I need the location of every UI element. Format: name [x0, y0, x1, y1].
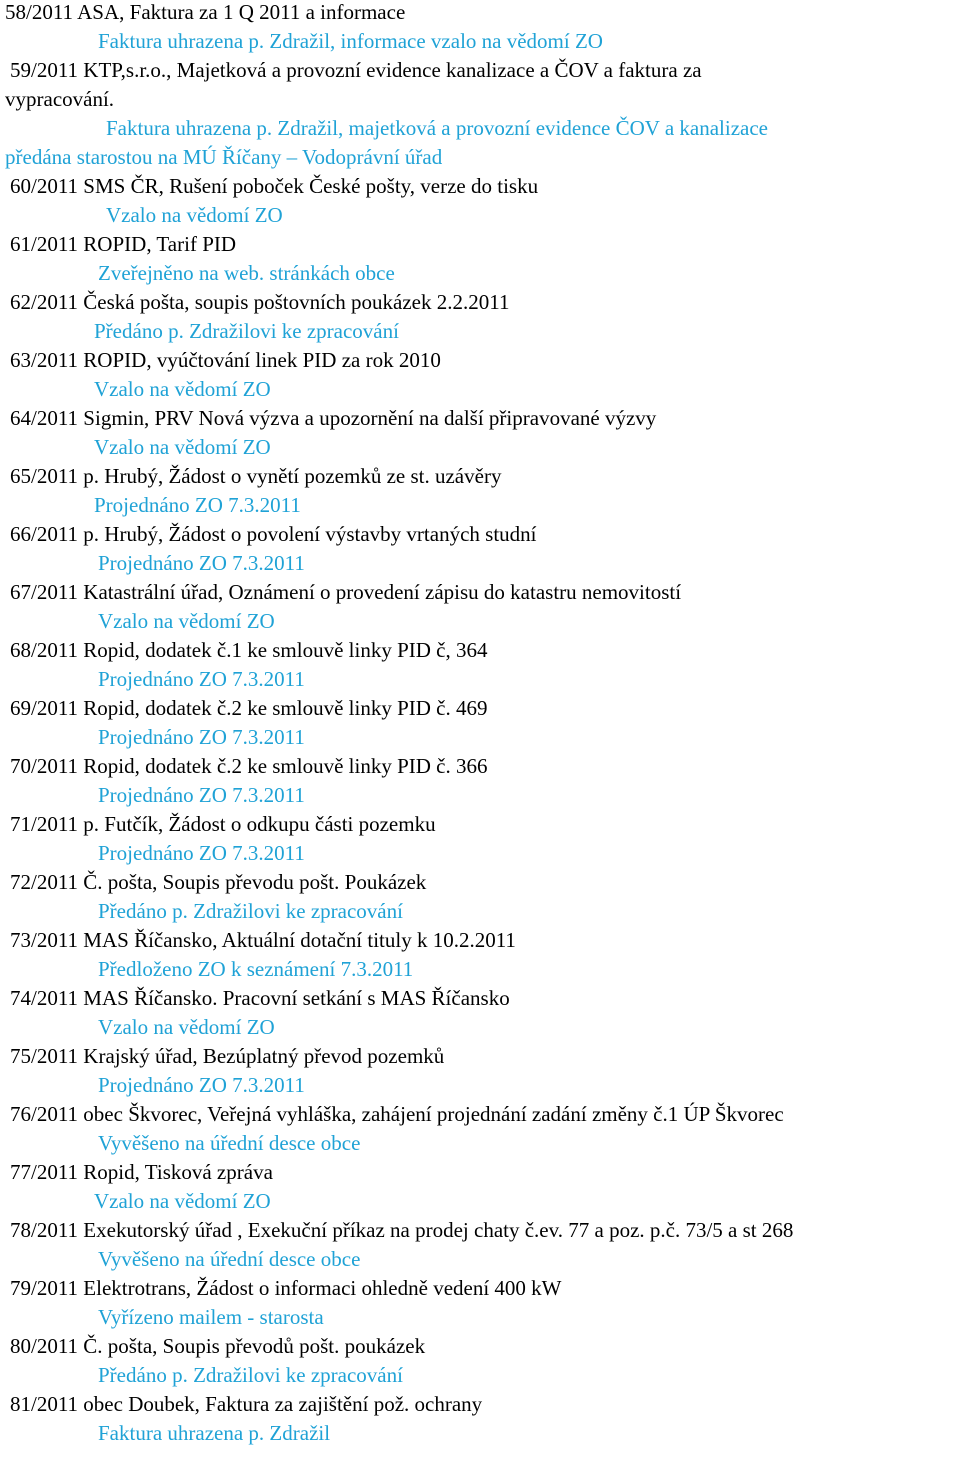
entry-line: 72/2011 Č. pošta, Soupis převodu pošt. Poukázek	[10, 870, 427, 894]
entry-line: 69/2011 Ropid, dodatek č.2 ke smlouvě linky PID č. 469	[10, 696, 488, 720]
entry-line: 68/2011 Ropid, dodatek č.1 ke smlouvě linky PID č, 364	[10, 638, 488, 662]
status-line: Faktura uhrazena p. Zdražil, majetková a provozní evidence ČOV a kanalizace	[106, 116, 768, 140]
status-line: Vzalo na vědomí ZO	[98, 609, 275, 633]
status-line: Projednáno ZO 7.3.2011	[94, 493, 301, 517]
status-line: Vyvěšeno na úřední desce obce	[98, 1131, 361, 1155]
entry-line: 70/2011 Ropid, dodatek č.2 ke smlouvě linky PID č. 366	[10, 754, 488, 778]
entry-line: 77/2011 Ropid, Tisková zpráva	[10, 1160, 273, 1184]
entry-line: 58/2011 ASA, Faktura za 1 Q 2011 a informace	[5, 0, 406, 24]
entry-line: 75/2011 Krajský úřad, Bezúplatný převod pozemků	[10, 1044, 445, 1068]
status-line: Předáno p. Zdražilovi ke zpracování	[98, 899, 403, 923]
entry-line: 79/2011 Elektrotrans, Žádost o informaci ohledně vedení 400 kW	[10, 1276, 562, 1300]
status-line: Projednáno ZO 7.3.2011	[98, 551, 305, 575]
entry-line: 78/2011 Exekutorský úřad , Exekuční příkaz na prodej chaty č.ev. 77 a poz. p.č. 73/5 a st 268	[10, 1218, 794, 1242]
status-line: Vzalo na vědomí ZO	[94, 435, 271, 459]
status-line: Vzalo na vědomí ZO	[106, 203, 283, 227]
entry-line: 65/2011 p. Hrubý, Žádost o vynětí pozemků ze st. uzávěry	[10, 464, 502, 488]
entry-line: 59/2011 KTP,s.r.o., Majetková a provozní evidence kanalizace a ČOV a faktura za	[10, 58, 702, 82]
status-line: Zveřejněno na web. stránkách obce	[98, 261, 395, 285]
entry-line: 63/2011 ROPID, vyúčtování linek PID za rok 2010	[10, 348, 441, 372]
status-line: Projednáno ZO 7.3.2011	[98, 725, 305, 749]
status-line: Předáno p. Zdražilovi ke zpracování	[98, 1363, 403, 1387]
status-line: Předloženo ZO k seznámení 7.3.2011	[98, 957, 414, 981]
entry-line: 62/2011 Česká pošta, soupis poštovních poukázek 2.2.2011	[10, 290, 510, 314]
entry-line: 74/2011 MAS Říčansko. Pracovní setkání s MAS Říčansko	[10, 986, 510, 1010]
entry-line: 61/2011 ROPID, Tarif PID	[10, 232, 237, 256]
status-line: Projednáno ZO 7.3.2011	[98, 1073, 305, 1097]
status-line: Projednáno ZO 7.3.2011	[98, 667, 305, 691]
entry-line: 76/2011 obec Škvorec, Veřejná vyhláška, zahájení projednání zadání změny č.1 ÚP Škvorec	[10, 1102, 784, 1126]
entry-line: 67/2011 Katastrální úřad, Oznámení o provedení zápisu do katastru nemovitostí	[10, 580, 682, 604]
status-line: Vyvěšeno na úřední desce obce	[98, 1247, 361, 1271]
entry-line: 60/2011 SMS ČR, Rušení poboček České pošty, verze do tisku	[10, 174, 539, 198]
status-line: Vzalo na vědomí ZO	[98, 1015, 275, 1039]
entry-line: 66/2011 p. Hrubý, Žádost o povolení výstavby vrtaných studní	[10, 522, 537, 546]
status-line: Vzalo na vědomí ZO	[94, 1189, 271, 1213]
entry-line: 64/2011 Sigmin, PRV Nová výzva a upozornění na další připravované výzvy	[10, 406, 657, 430]
status-line: Projednáno ZO 7.3.2011	[98, 841, 305, 865]
entry-line: 73/2011 MAS Říčansko, Aktuální dotační tituly k 10.2.2011	[10, 928, 516, 952]
entry-line: vypracování.	[5, 87, 115, 111]
status-line: Vyřízeno mailem - starosta	[98, 1305, 324, 1329]
status-line: Projednáno ZO 7.3.2011	[98, 783, 305, 807]
status-line: Faktura uhrazena p. Zdražil	[98, 1421, 331, 1445]
status-line: Faktura uhrazena p. Zdražil, informace vzalo na vědomí ZO	[98, 29, 603, 53]
status-line: Vzalo na vědomí ZO	[94, 377, 271, 401]
status-line: Předáno p. Zdražilovi ke zpracování	[94, 319, 399, 343]
status-line: předána starostou na MÚ Říčany – Vodoprávní úřad	[5, 145, 443, 169]
entry-line: 81/2011 obec Doubek, Faktura za zajištění pož. ochrany	[10, 1392, 483, 1416]
entry-line: 71/2011 p. Futčík, Žádost o odkupu části pozemku	[10, 812, 436, 836]
entry-line: 80/2011 Č. pošta, Soupis převodů pošt. poukázek	[10, 1334, 426, 1358]
